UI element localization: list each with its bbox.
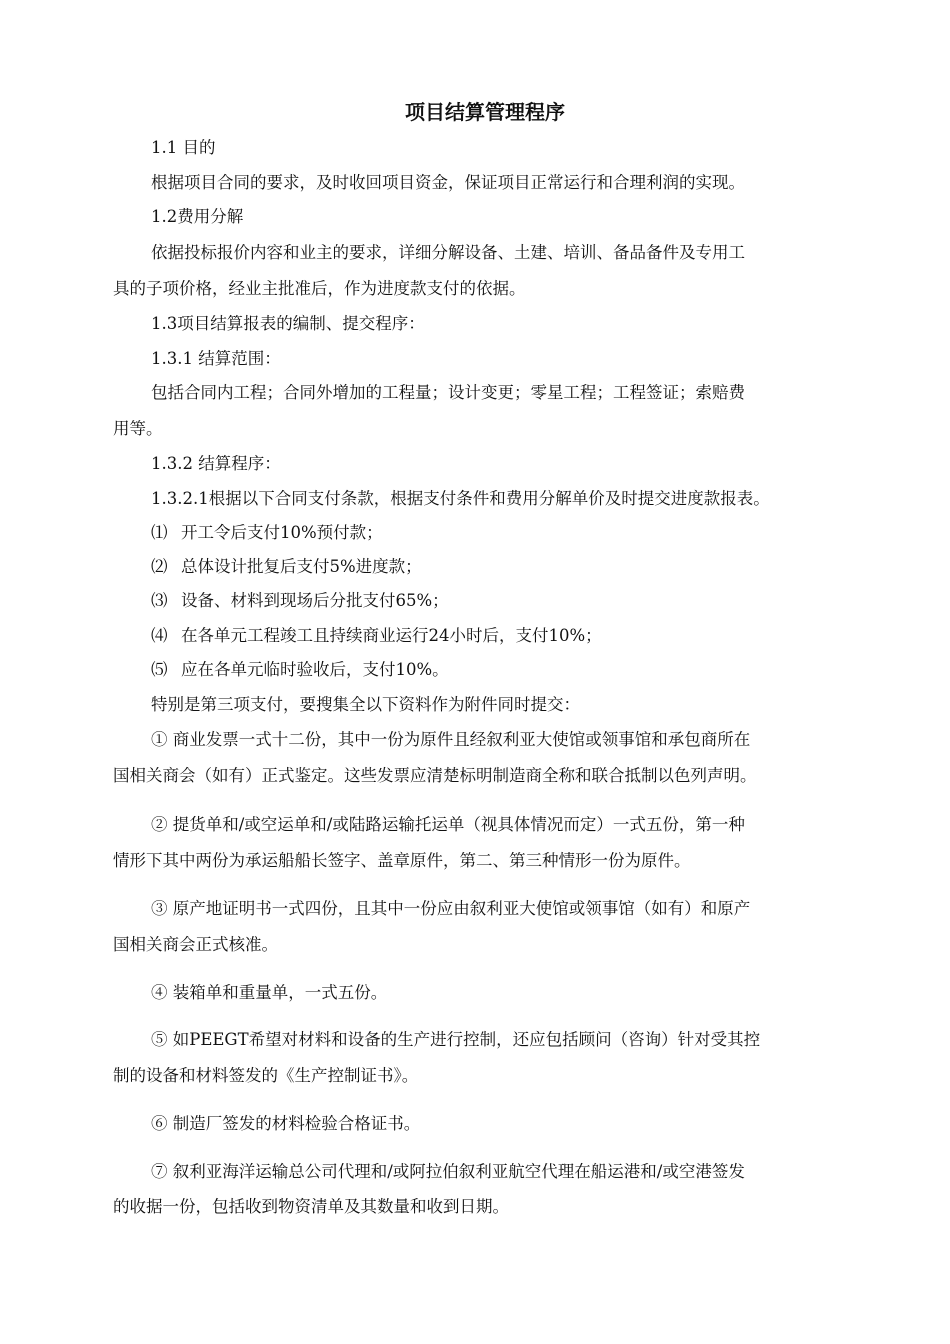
section-1-3-2-heading: 1.3.2 结算程序：: [151, 454, 281, 473]
payment-term-number: ⑶: [151, 591, 168, 610]
section-1-3-1-body-line-1: 包括合同内工程；合同外增加的工程量；设计变更；零星工程；工程签证；索赔费: [151, 383, 745, 402]
payment-term-item: [151, 556, 422, 578]
attachment-2-line-1: ② 提货单和/或空运单和/或陆路运输托运单（视具体情况而定）一式五份，第一种: [151, 815, 745, 834]
attachment-4: ④ 装箱单和重量单，一式五份。: [151, 983, 388, 1002]
payment-term-text: 总体设计批复后支付5%进度款；: [181, 557, 422, 576]
section-1-1-heading: 1.1 目的: [151, 138, 216, 157]
attachment-3-line-2: 国相关商会正式核准。: [113, 935, 278, 954]
attachment-3-line-1: ③ 原产地证明书一式四份，且其中一份应由叙利亚大使馆或领事馆（如有）和原产: [151, 899, 751, 918]
attachment-2-line-2: 情形下其中两份为承运船船长签字、盖章原件，第二、第三种情形一份为原件。: [113, 851, 691, 870]
attachment-6: ⑥ 制造厂签发的材料检验合格证书。: [151, 1114, 421, 1133]
payment-term-number: ⑵: [151, 557, 168, 576]
section-1-3-2-1-body: 1.3.2.1根据以下合同支付条款，根据支付条件和费用分解单价及时提交进度款报表。: [151, 489, 770, 508]
section-1-2-body-line-2: 具的子项价格，经业主批准后，作为进度款支付的依据。: [113, 279, 526, 298]
payment-term-item: [151, 590, 449, 612]
payment-term-text: 开工令后支付10%预付款；: [181, 523, 383, 542]
section-1-3-1-body-line-2: 用等。: [113, 419, 163, 438]
document-title: 项目结算管理程序: [405, 100, 565, 124]
attachment-1-line-2: 国相关商会（如有）正式鉴定。这些发票应清楚标明制造商全称和联合抵制以色列声明。: [113, 766, 757, 785]
payment-term-item: [151, 522, 383, 544]
section-1-3-1-heading: 1.3.1 结算范围：: [151, 349, 281, 368]
section-1-2-body-line-1: 依据投标报价内容和业主的要求，详细分解设备、土建、培训、备品备件及专用工: [151, 243, 745, 262]
payment-term-text: 设备、材料到现场后分批支付65%；: [181, 591, 449, 610]
section-1-2-heading: 1.2费用分解: [151, 207, 244, 226]
payment-term-number: ⑴: [151, 523, 168, 542]
attachment-5-line-1: ⑤ 如PEEGT希望对材料和设备的生产进行控制，还应包括顾问（咨询）针对受其控: [151, 1030, 761, 1049]
attachment-1-line-1: ① 商业发票一式十二份，其中一份为原件且经叙利亚大使馆或领事馆和承包商所在: [151, 730, 751, 749]
payment-term-text: 在各单元工程竣工且持续商业运行24小时后，支付10%；: [181, 626, 602, 645]
payment-term-text: 应在各单元临时验收后，支付10%。: [181, 660, 449, 679]
attachment-7-line-2: 的收据一份，包括收到物资清单及其数量和收到日期。: [113, 1197, 509, 1216]
attachment-7-line-1: ⑦ 叙利亚海洋运输总公司代理和/或阿拉伯叙利亚航空代理在船运港和/或空港签发: [151, 1162, 745, 1181]
section-1-1-body: 根据项目合同的要求，及时收回项目资金，保证项目正常运行和合理利润的实现。: [151, 173, 745, 192]
payment-term-number: ⑷: [151, 626, 168, 645]
attachments-intro: 特别是第三项支付，要搜集全以下资料作为附件同时提交：: [151, 695, 580, 714]
payment-term-number: ⑸: [151, 660, 168, 679]
section-1-3-heading: 1.3项目结算报表的编制、提交程序：: [151, 314, 425, 333]
attachment-5-line-2: 制的设备和材料签发的《生产控制证书》。: [113, 1066, 419, 1085]
payment-term-item: [151, 659, 449, 681]
payment-term-item: [151, 625, 602, 647]
